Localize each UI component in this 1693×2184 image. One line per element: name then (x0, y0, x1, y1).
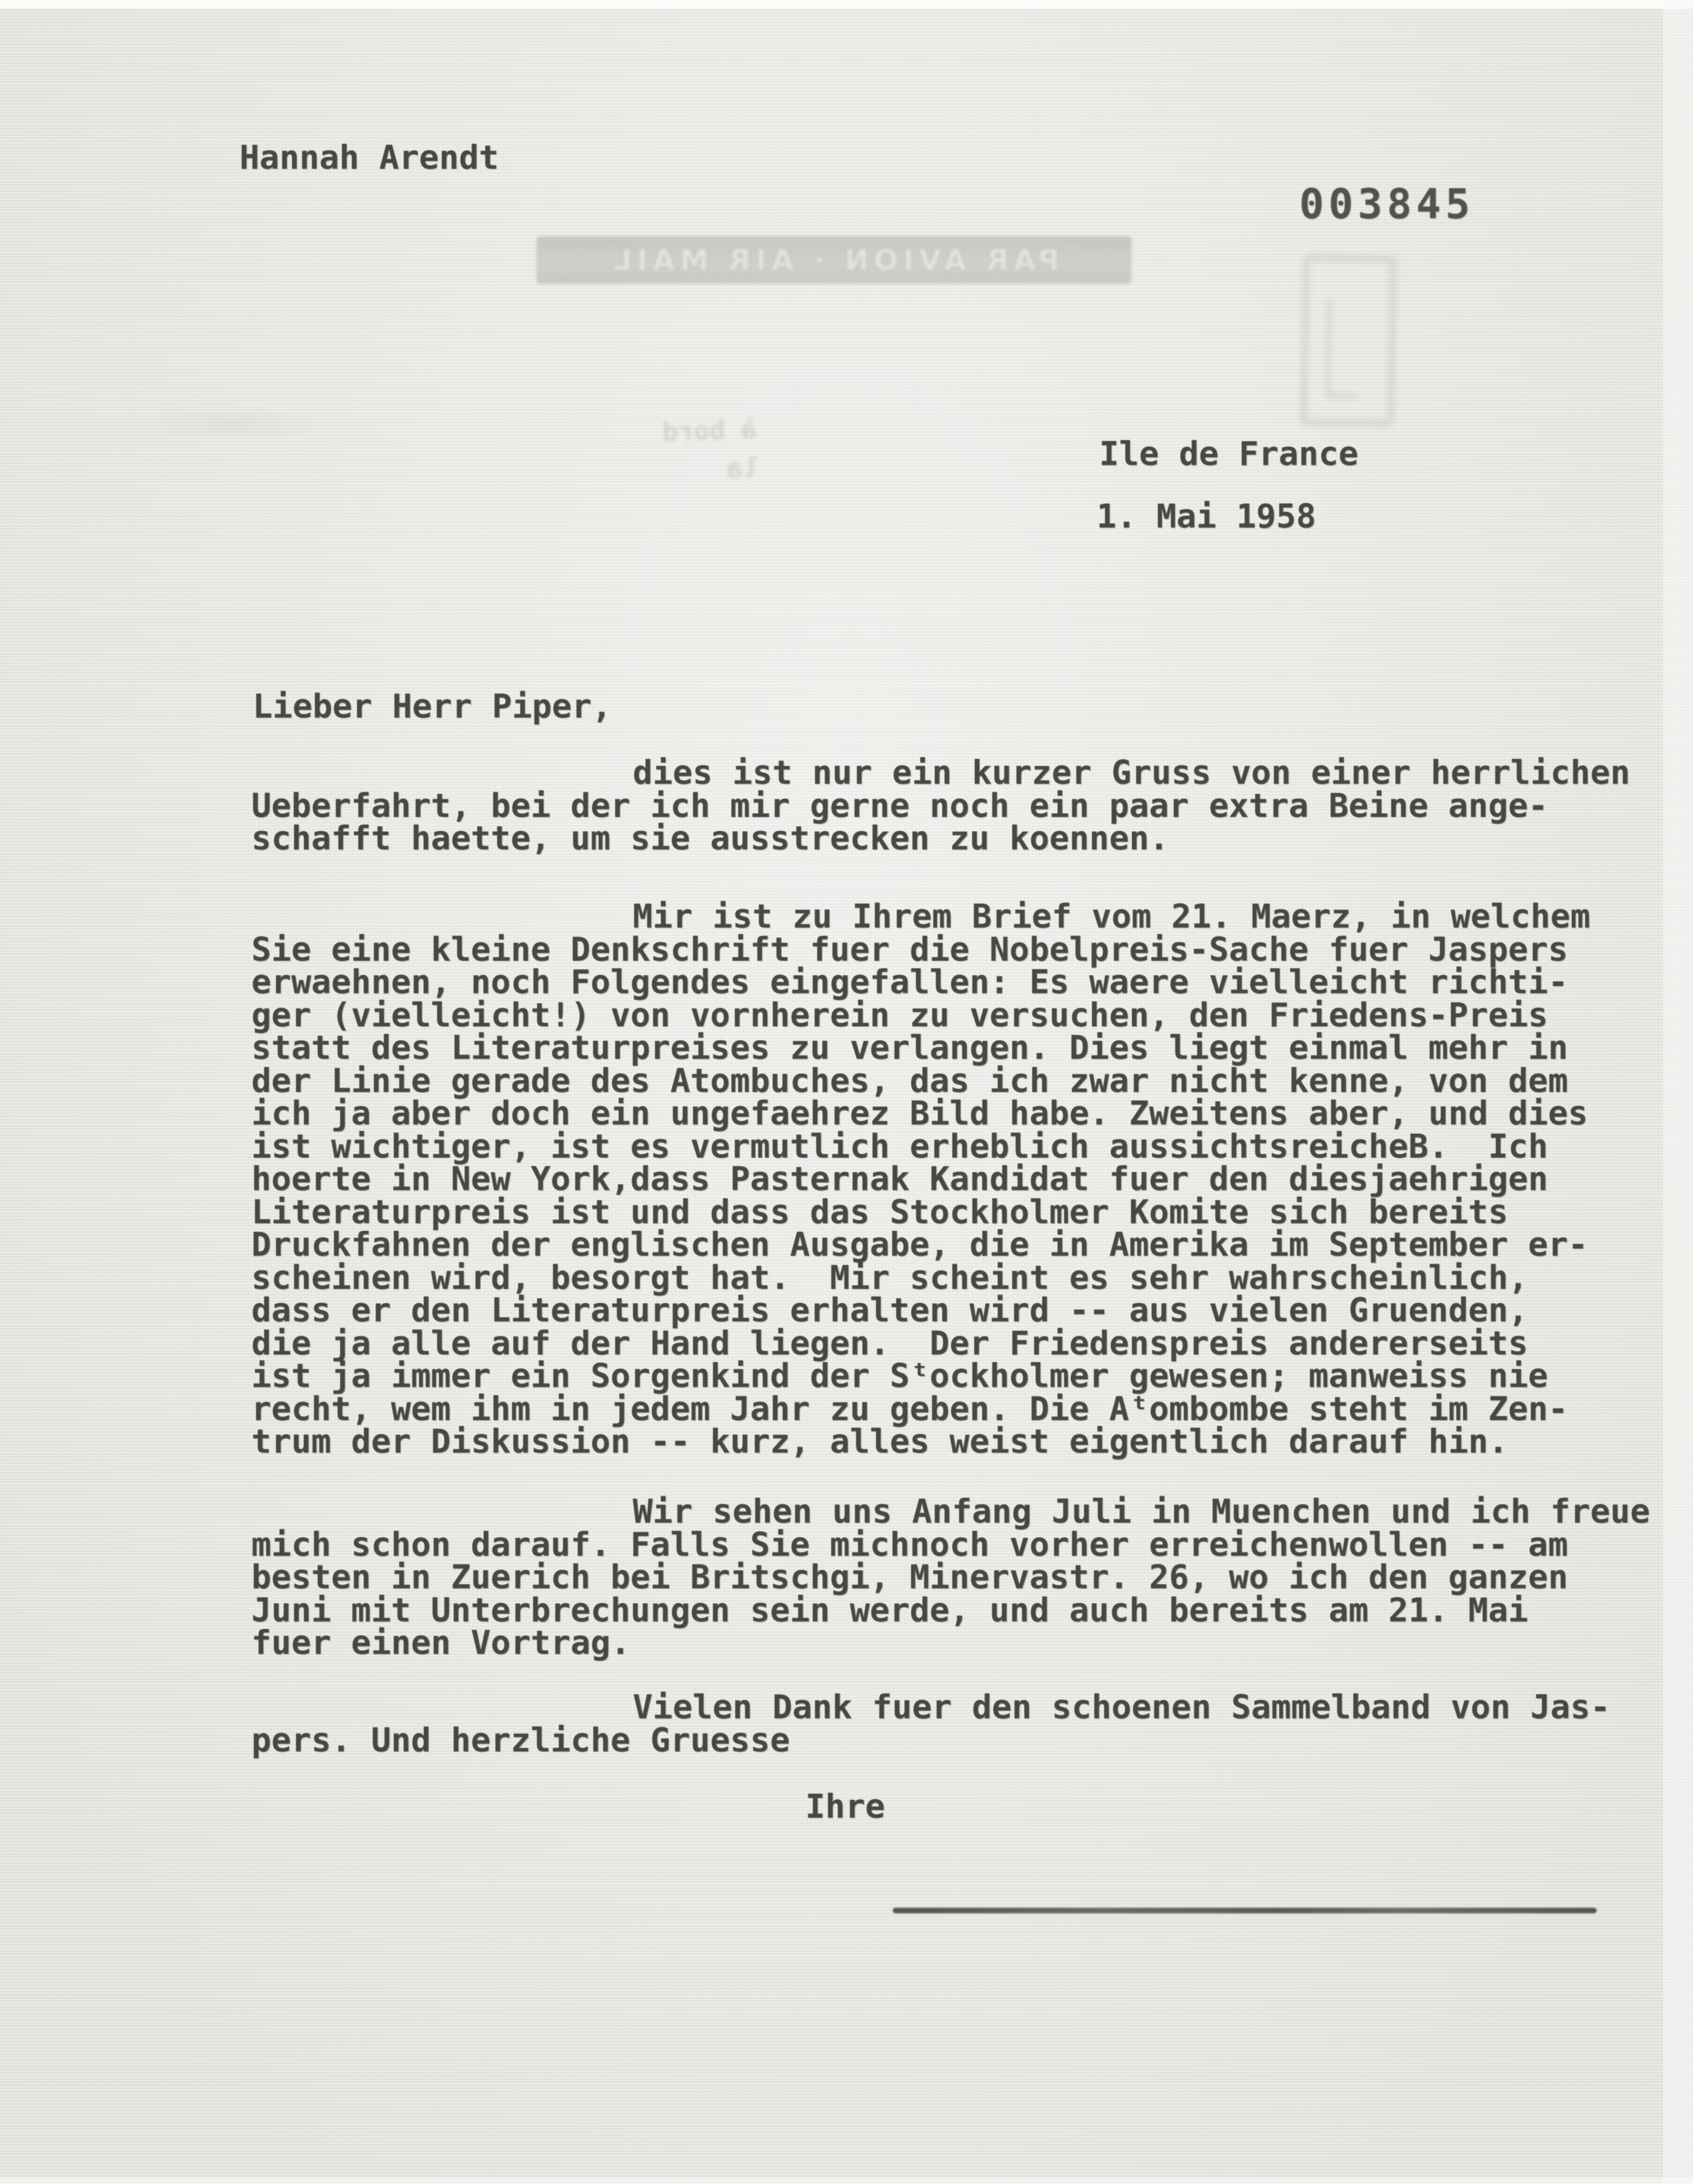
bleedthrough-handwriting (594, 410, 759, 493)
bleedthrough-smudge (128, 408, 334, 442)
letter-line: ger (vielleicht!) von vornherein zu versuchen, den Friedens-Preis (251, 996, 1549, 1034)
paragraph-3 (251, 1493, 1650, 1662)
letter-line: Vielen Dank fuer den schoenen Sammelband von Jas- (633, 1688, 1610, 1726)
letter-line: ist ja immer ein Sorgenkind der Sᵗockholmer gewesen; manweiss nie (251, 1357, 1549, 1395)
letter-line: recht, wem ihm in jedem Jahr zu geben. Die Aᵗombombe steht im Zen- (251, 1390, 1568, 1428)
letter-line: erwaehnen, noch Folgendes eingefallen: Es waere vielleicht richti- (251, 963, 1568, 1001)
bleedthrough-logo-mark (1300, 254, 1397, 428)
letter-line: statt des Literaturpreises zu verlangen. Dies liegt einmal mehr in (251, 1029, 1568, 1067)
bleedthrough-note-line2: la (726, 452, 759, 484)
letterhead-name: Hannah Arendt (239, 139, 499, 177)
paragraph-2 (251, 898, 1590, 1461)
paragraph-4 (251, 1688, 1610, 1760)
closing-ihre: Ihre (805, 1788, 885, 1826)
letter-line: scheinen wird, besorgt hat. Mir scheint es sehr wahrscheinlich, (251, 1258, 1529, 1297)
letter-line: dies ist nur ein kurzer Gruss von einer herrlichen (633, 754, 1630, 792)
letter-line: besten in Zuerich bei Britschgi, Minervastr. 26, wo ich den ganzen (251, 1558, 1568, 1596)
date-line: 1. Mai 1958 (1097, 498, 1316, 536)
place-line: Ile de France (1099, 435, 1359, 473)
letter-line: Juni mit Unterbrechungen sein werde, und auch bereits am 21. Mai (251, 1591, 1529, 1630)
letter-line: pers. Und herzliche Gruesse (251, 1721, 790, 1760)
letter-line: hoerte in New York,dass Pasternak Kandidat fuer den diesjaehrigen (251, 1160, 1549, 1198)
letter-line: die ja alle auf der Hand liegen. Der Friedenspreis andererseits (251, 1324, 1529, 1363)
letter-line: ist wichtiger, ist es vermutlich erheblich aussichtsreicheB. Ich (251, 1127, 1549, 1166)
letter-line: trum der Diskussion -- kurz, alles weist eigentlich darauf hin. (251, 1423, 1509, 1461)
letter-line: dass er den Literaturpreis erhalten wird -- aus vielen Gruenden, (251, 1291, 1529, 1330)
letter-line: der Linie gerade des Atombuches, das ich zwar nicht kenne, von dem (251, 1061, 1568, 1100)
signature-line (893, 1908, 1597, 1913)
letter-line: Wir sehen uns Anfang Juli in Muenchen und ich freue (633, 1493, 1650, 1531)
letter-line: Ueberfahrt, bei der ich mir gerne noch ein paar extra Beine ange- (251, 786, 1549, 825)
letter-line: mich schon darauf. Falls Sie michnoch vorher erreichenwollen -- am (251, 1525, 1568, 1564)
letter-line: Sie eine kleine Denkschrift fuer die Nobelpreis-Sache fuer Jaspers (251, 930, 1568, 969)
bleedthrough-note-line1: à bord (661, 413, 758, 448)
salutation: Lieber Herr Piper, (253, 688, 612, 726)
letter-line: schafft haette, um sie ausstrecken zu koennen. (251, 819, 1169, 858)
scan-right-edge (1663, 0, 1693, 2184)
airmail-stamp-text: PAR AVION · AIR MAIL (608, 243, 1060, 277)
letter-line: Mir ist zu Ihrem Brief vom 21. Maerz, in welchem (633, 898, 1590, 936)
paragraph-1 (251, 754, 1630, 858)
letter-line: Druckfahnen der englischen Ausgabe, die in Amerika im September er- (251, 1226, 1588, 1264)
letter-line: Literaturpreis ist und dass das Stockholmer Komite sich bereits (251, 1193, 1509, 1231)
letter-line: fuer einen Vortrag. (251, 1624, 631, 1662)
bleedthrough-logo-inner (1325, 299, 1360, 399)
scan-top-edge (0, 0, 1693, 9)
scan-bottom-edge (0, 2178, 1693, 2184)
letter-line: ich ja aber doch ein ungefaehrez Bild habe. Zweitens aber, und dies (251, 1095, 1588, 1133)
airmail-stamp (536, 236, 1132, 284)
archive-stamp-number: 003845 (1299, 180, 1475, 228)
